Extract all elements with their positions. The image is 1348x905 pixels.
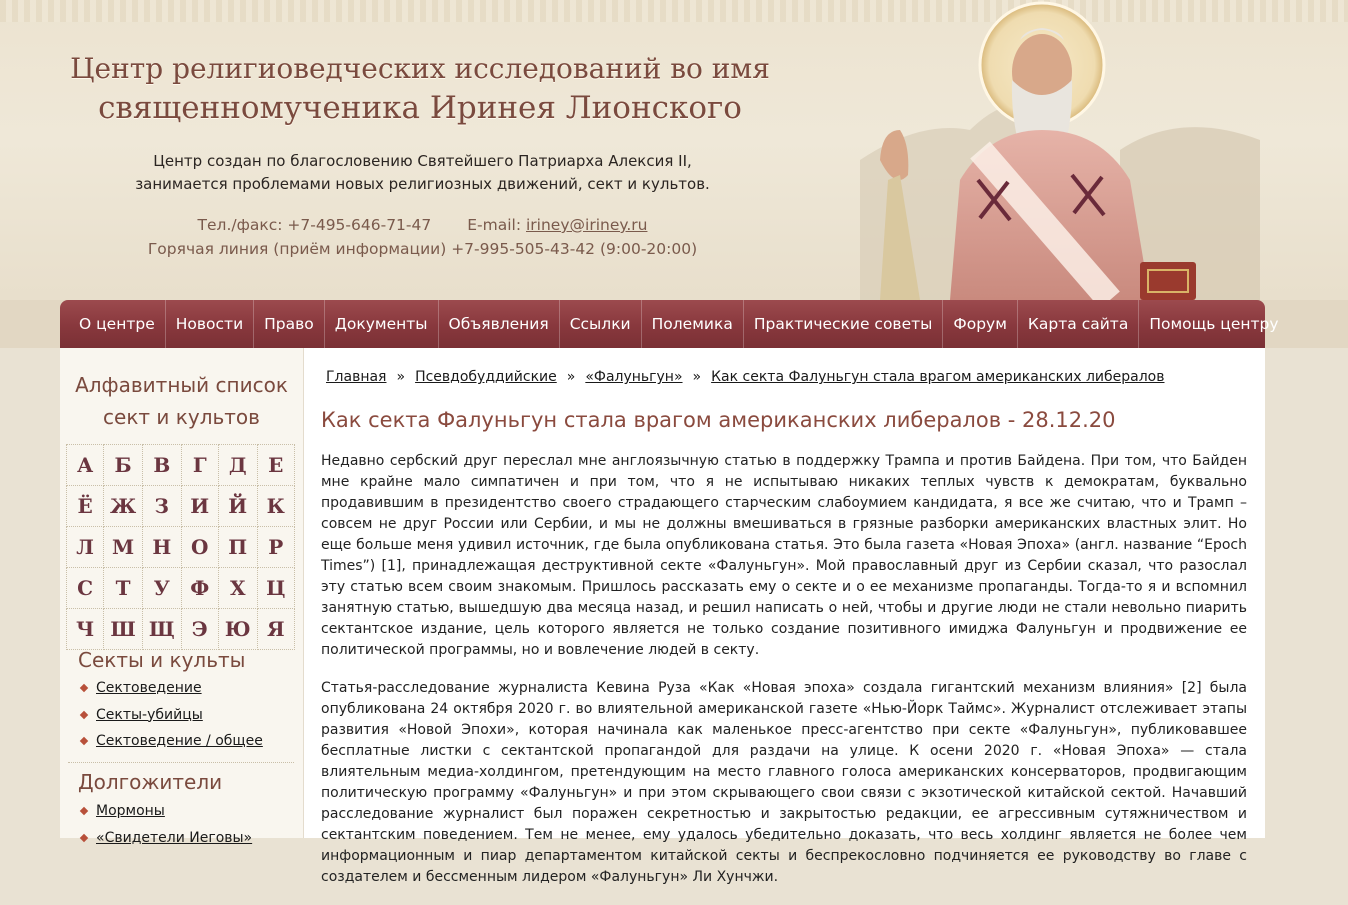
article-paragraph: Недавно сербский друг переслал мне англоязычную статью в поддержку Трампа и против Байдена. При том, что Байден мне крайне мало симпатичен и при том, что я не испытываю никаких теплых чувств к демократам, буквально продавившим в президентство своего страдающего старческим слабоумием кандидата, я все же считаю, что и Трамп – совсем не друг России или Сербии, и мы не должны вмешиваться в грязные разборки американских властных элит. Но еще больше меня удивил источник, где была опубликована статья. Это была газета «Новая Эпоха» (англ. название “Epoch Times”) [1], принадлежащая деструктивной секте «Фалуньгун». Мой православный друг из Сербии сказал, что разослал эту статью всем своим знакомым. Пришлось рассказать ему о секте и о ее механизме пропаганды. Тогда-то я и вспомнил занятную статью, вышедшую два месяца назад, и решил написать о ней, чтобы и другие люди не стали невольно пиарить сектантское издание, цель которого является не только создание позитивного имиджа Фалуньгун и продвижение ее политической программы, но и вовлечение людей в секту. bbox=[321, 453, 1247, 658]
sidebar-divider bbox=[68, 762, 294, 763]
sects-list bbox=[78, 675, 298, 755]
nav-item-help[interactable]: Помощь центру bbox=[1149, 315, 1279, 333]
sidebar bbox=[60, 348, 304, 846]
nav-item-announcements[interactable]: Объявления bbox=[439, 300, 560, 348]
sidebar-link-label[interactable]: Мормоны bbox=[96, 803, 165, 819]
nav-item-news[interactable]: Новости bbox=[166, 300, 254, 348]
letter-link[interactable]: Г bbox=[181, 445, 218, 486]
breadcrumb-category[interactable]: Псевдобуддийские bbox=[415, 369, 557, 385]
alphabet-grid bbox=[66, 444, 295, 650]
longlivers-section-title: Долгожители bbox=[78, 770, 223, 794]
email-label: E-mail: bbox=[467, 216, 522, 234]
sidebar-link-mormons[interactable] bbox=[78, 798, 298, 825]
main-nav bbox=[60, 300, 1279, 348]
breadcrumb-home[interactable]: Главная bbox=[326, 369, 387, 385]
letter-link[interactable]: Д bbox=[218, 445, 257, 486]
letter-link[interactable]: О bbox=[181, 527, 218, 568]
letter-link[interactable]: Л bbox=[67, 527, 104, 568]
longlivers-list bbox=[78, 798, 298, 851]
letter-link[interactable]: Н bbox=[142, 527, 181, 568]
letter-link[interactable]: Ё bbox=[67, 486, 104, 527]
alphabet-title-line1: Алфавитный список bbox=[75, 373, 288, 397]
sidebar-link-label[interactable]: Сектоведение bbox=[96, 680, 202, 696]
nav-item-links[interactable]: Ссылки bbox=[560, 300, 642, 348]
letter-link[interactable]: С bbox=[67, 568, 104, 609]
main-content bbox=[304, 348, 1265, 885]
sidebar-link-sectology[interactable] bbox=[78, 675, 298, 702]
letter-link[interactable]: В bbox=[142, 445, 181, 486]
letter-link[interactable]: Р bbox=[257, 527, 294, 568]
letter-link[interactable]: Ф bbox=[181, 568, 218, 609]
alphabet-title-line2: сект и культов bbox=[103, 405, 260, 429]
nav-item-forum[interactable]: Форум bbox=[943, 300, 1018, 348]
letter-link[interactable]: Б bbox=[104, 445, 143, 486]
letter-link[interactable]: Е bbox=[257, 445, 294, 486]
article-paragraph: Статья-расследование журналиста Кевина Руза «Как «Новая эпоха» создала гигантский механизм влияния» [2] была опубликована 24 октября 2020 г. во влиятельной американской газете «Нью-Йорк Таймс». Журналист отслеживает этапы развития «Новой Эпохи», которая начинала как маленькое пресс-агентство при секте «Фалуньгун», публиковавшее бесплатные листки с сектантской пропагандой для раздачи на улице. К осени 2020 г. «Новая Эпоха» — стала влиятельным медиа-холдингом, претендующим на место главного голоса американских консерваторов, продвигающим политическую программу «Фалуньгун» и при этом скрывающего свои связи с экзотической китайской сектой. Начавший расследование журналист был поражен секретностью и закрытостью редакции, ее агрессивным сутяжничеством и сектантским поведением. Тем не менее, ему удалось убедительно доказать, что весь холдинг является не более чем информационным и пиар департаментом китайской секты и беспрекословно подчиняется ее руководству во главе с создателем и бессменным лидером «Фалуньгун» Ли Хунчжи. bbox=[321, 680, 1247, 885]
breadcrumb-subcategory[interactable]: «Фалуньгун» bbox=[585, 369, 683, 385]
letter-link[interactable]: Ж bbox=[104, 486, 143, 527]
letter-link[interactable]: Я bbox=[257, 609, 294, 650]
nav-item-documents[interactable]: Документы bbox=[325, 300, 439, 348]
sidebar-link-label[interactable]: Секты-убийцы bbox=[96, 706, 203, 723]
phone-text: Тел./факс: +7-495-646-71-47 bbox=[197, 216, 432, 234]
sects-section-title: Секты и культы bbox=[78, 648, 246, 672]
tagline-line1: Центр создан по благословению Святейшего Патриарха Алексия II, bbox=[153, 152, 692, 170]
alphabet-title bbox=[60, 369, 303, 433]
letter-link[interactable]: Э bbox=[181, 609, 218, 650]
sidebar-link-label[interactable]: Сектоведение / общее bbox=[96, 733, 263, 749]
article-body bbox=[321, 451, 1247, 905]
contacts bbox=[70, 213, 775, 261]
letter-link[interactable]: З bbox=[142, 486, 181, 527]
page-title: Как секта Фалуньгун стала врагом американских либералов - 28.12.20 bbox=[321, 408, 1116, 432]
letter-link[interactable]: У bbox=[142, 568, 181, 609]
breadcrumb-separator: » bbox=[396, 369, 406, 385]
letter-link[interactable]: Щ bbox=[142, 609, 181, 650]
saint-illustration bbox=[860, 0, 1260, 300]
breadcrumb bbox=[326, 369, 1165, 385]
letter-link[interactable]: П bbox=[218, 527, 257, 568]
breadcrumb-current[interactable]: Как секта Фалуньгун стала врагом американских либералов bbox=[711, 369, 1165, 385]
nav-item-law[interactable]: Право bbox=[254, 300, 325, 348]
letter-link[interactable]: К bbox=[257, 486, 294, 527]
tagline-line2: занимается проблемами новых религиозных движений, сект и культов. bbox=[135, 175, 710, 193]
letter-link[interactable]: Ч bbox=[67, 609, 104, 650]
sidebar-link-killer-sects[interactable] bbox=[78, 702, 298, 729]
sidebar-link-label[interactable]: «Свидетели Иеговы» bbox=[96, 829, 253, 846]
sidebar-link-sectology-general[interactable] bbox=[78, 728, 298, 755]
letter-link[interactable]: И bbox=[181, 486, 218, 527]
letter-link[interactable]: Т bbox=[104, 568, 143, 609]
breadcrumb-separator: » bbox=[692, 369, 702, 385]
letter-link[interactable]: Ш bbox=[104, 609, 143, 650]
nav-item-polemics[interactable]: Полемика bbox=[642, 300, 744, 348]
letter-link[interactable]: Ю bbox=[218, 609, 257, 650]
letter-link[interactable]: М bbox=[104, 527, 143, 568]
site-title[interactable] bbox=[70, 50, 770, 128]
letter-link[interactable]: А bbox=[67, 445, 104, 486]
letter-link[interactable]: Й bbox=[218, 486, 257, 527]
site-tagline bbox=[70, 150, 775, 196]
site-title-line2[interactable]: священномученика Иринея Лионского bbox=[98, 90, 742, 126]
letter-link[interactable]: Х bbox=[218, 568, 257, 609]
site-title-line1[interactable]: Центр религиоведческих исследований во имя bbox=[70, 52, 770, 85]
email-link[interactable]: iriney@iriney.ru bbox=[526, 216, 648, 234]
nav-item-sitemap[interactable]: Карта сайта bbox=[1018, 300, 1139, 348]
breadcrumb-separator: » bbox=[566, 369, 576, 385]
nav-item-about[interactable]: О центре bbox=[69, 300, 166, 348]
letter-link[interactable]: Ц bbox=[257, 568, 294, 609]
site-header bbox=[0, 0, 1348, 348]
nav-item-advice[interactable]: Практические советы bbox=[744, 300, 944, 348]
hotline-text: Горячая линия (приём информации) +7-995-505-43-42 (9:00-20:00) bbox=[147, 240, 698, 258]
